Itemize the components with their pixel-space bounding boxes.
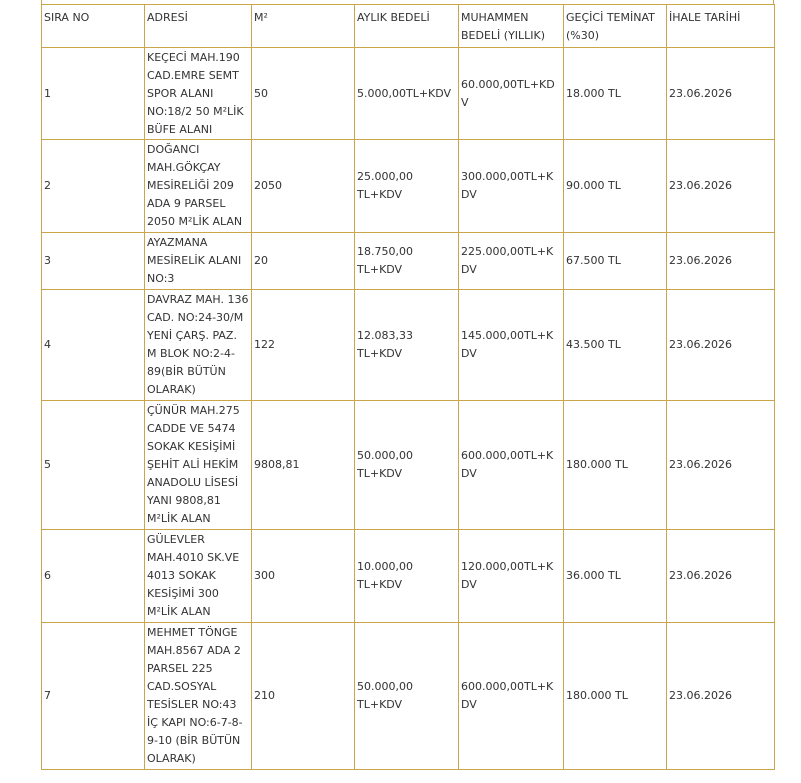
header-gecici-teminat: GEÇİCİ TEMİNAT (%30) [564, 5, 667, 48]
header-m2: M² [252, 5, 355, 48]
cell-m2: 210 [252, 623, 355, 770]
header-muhammen-bedeli: MUHAMMEN BEDELİ (YILLIK) [459, 5, 564, 48]
cell-adres: KEÇECİ MAH.190 CAD.EMRE SEMT SPOR ALANI NO:18/2 50 M²LİK BÜFE ALANI [145, 48, 252, 140]
table-row [42, 233, 775, 290]
cell-teminat: 43.500 TL [564, 290, 667, 401]
cell-teminat: 67.500 TL [564, 233, 667, 290]
tender-table-container [41, 0, 774, 770]
cell-m2: 122 [252, 290, 355, 401]
header-sira-no: SIRA NO [42, 5, 145, 48]
table-row [42, 623, 775, 770]
cell-muhammen: 120.000,00TL+KDV [459, 530, 564, 623]
header-ihale-tarihi: İHALE TARİHİ [667, 5, 775, 48]
cell-sira: 5 [42, 401, 145, 530]
table-row [42, 401, 775, 530]
cell-tarih: 23.06.2026 [667, 140, 775, 233]
cell-aylik: 10.000,00 TL+KDV [355, 530, 459, 623]
cell-aylik: 5.000,00TL+KDV [355, 48, 459, 140]
table-row [42, 48, 775, 140]
cell-aylik: 50.000,00 TL+KDV [355, 623, 459, 770]
cell-teminat: 36.000 TL [564, 530, 667, 623]
cell-muhammen: 600.000,00TL+KDV [459, 623, 564, 770]
cell-adres: MEHMET TÖNGE MAH.8567 ADA 2 PARSEL 225 CAD.SOSYAL TESİSLER NO:43 İÇ KAPI NO:6-7-8-9-10 (BİR BÜTÜN OLARAK) [145, 623, 252, 770]
cell-aylik: 18.750,00 TL+KDV [355, 233, 459, 290]
cell-sira: 7 [42, 623, 145, 770]
cell-sira: 1 [42, 48, 145, 140]
cell-m2: 300 [252, 530, 355, 623]
cell-tarih: 23.06.2026 [667, 401, 775, 530]
table-row [42, 530, 775, 623]
cell-adres: ÇÜNÜR MAH.275 CADDE VE 5474 SOKAK KESİŞİMİ ŞEHİT ALİ HEKİM ANADOLU LİSESİ YANI 9808,81 M²LİK ALAN [145, 401, 252, 530]
cell-aylik: 50.000,00 TL+KDV [355, 401, 459, 530]
cell-muhammen: 60.000,00TL+KDV [459, 48, 564, 140]
cell-teminat: 180.000 TL [564, 401, 667, 530]
cell-aylik: 12.083,33 TL+KDV [355, 290, 459, 401]
cell-adres: DAVRAZ MAH. 136 CAD. NO:24-30/M YENİ ÇARŞ. PAZ. M BLOK NO:2-4-89(BİR BÜTÜN OLARAK) [145, 290, 252, 401]
cell-tarih: 23.06.2026 [667, 530, 775, 623]
cell-tarih: 23.06.2026 [667, 290, 775, 401]
cell-m2: 50 [252, 48, 355, 140]
cell-sira: 3 [42, 233, 145, 290]
tender-table [41, 4, 775, 770]
cell-teminat: 180.000 TL [564, 623, 667, 770]
table-row [42, 140, 775, 233]
cell-muhammen: 300.000,00TL+KDV [459, 140, 564, 233]
cell-adres: GÜLEVLER MAH.4010 SK.VE 4013 SOKAK KESİŞİMİ 300 M²LİK ALAN [145, 530, 252, 623]
cell-adres: DOĞANCI MAH.GÖKÇAY MESİRELİĞİ 209 ADA 9 PARSEL 2050 M²LİK ALAN [145, 140, 252, 233]
header-adresi: ADRESİ [145, 5, 252, 48]
cell-teminat: 18.000 TL [564, 48, 667, 140]
cell-muhammen: 600.000,00TL+KDV [459, 401, 564, 530]
header-row [42, 5, 775, 48]
header-aylik-bedeli: AYLIK BEDELİ [355, 5, 459, 48]
cell-adres: AYAZMANA MESİRELİK ALANI NO:3 [145, 233, 252, 290]
table-row [42, 290, 775, 401]
cell-teminat: 90.000 TL [564, 140, 667, 233]
cell-tarih: 23.06.2026 [667, 233, 775, 290]
cell-tarih: 23.06.2026 [667, 623, 775, 770]
cell-m2: 2050 [252, 140, 355, 233]
cell-muhammen: 145.000,00TL+KDV [459, 290, 564, 401]
cell-sira: 2 [42, 140, 145, 233]
cell-muhammen: 225.000,00TL+KDV [459, 233, 564, 290]
cell-m2: 9808,81 [252, 401, 355, 530]
cell-sira: 4 [42, 290, 145, 401]
cell-sira: 6 [42, 530, 145, 623]
cell-m2: 20 [252, 233, 355, 290]
cell-tarih: 23.06.2026 [667, 48, 775, 140]
cell-aylik: 25.000,00 TL+KDV [355, 140, 459, 233]
